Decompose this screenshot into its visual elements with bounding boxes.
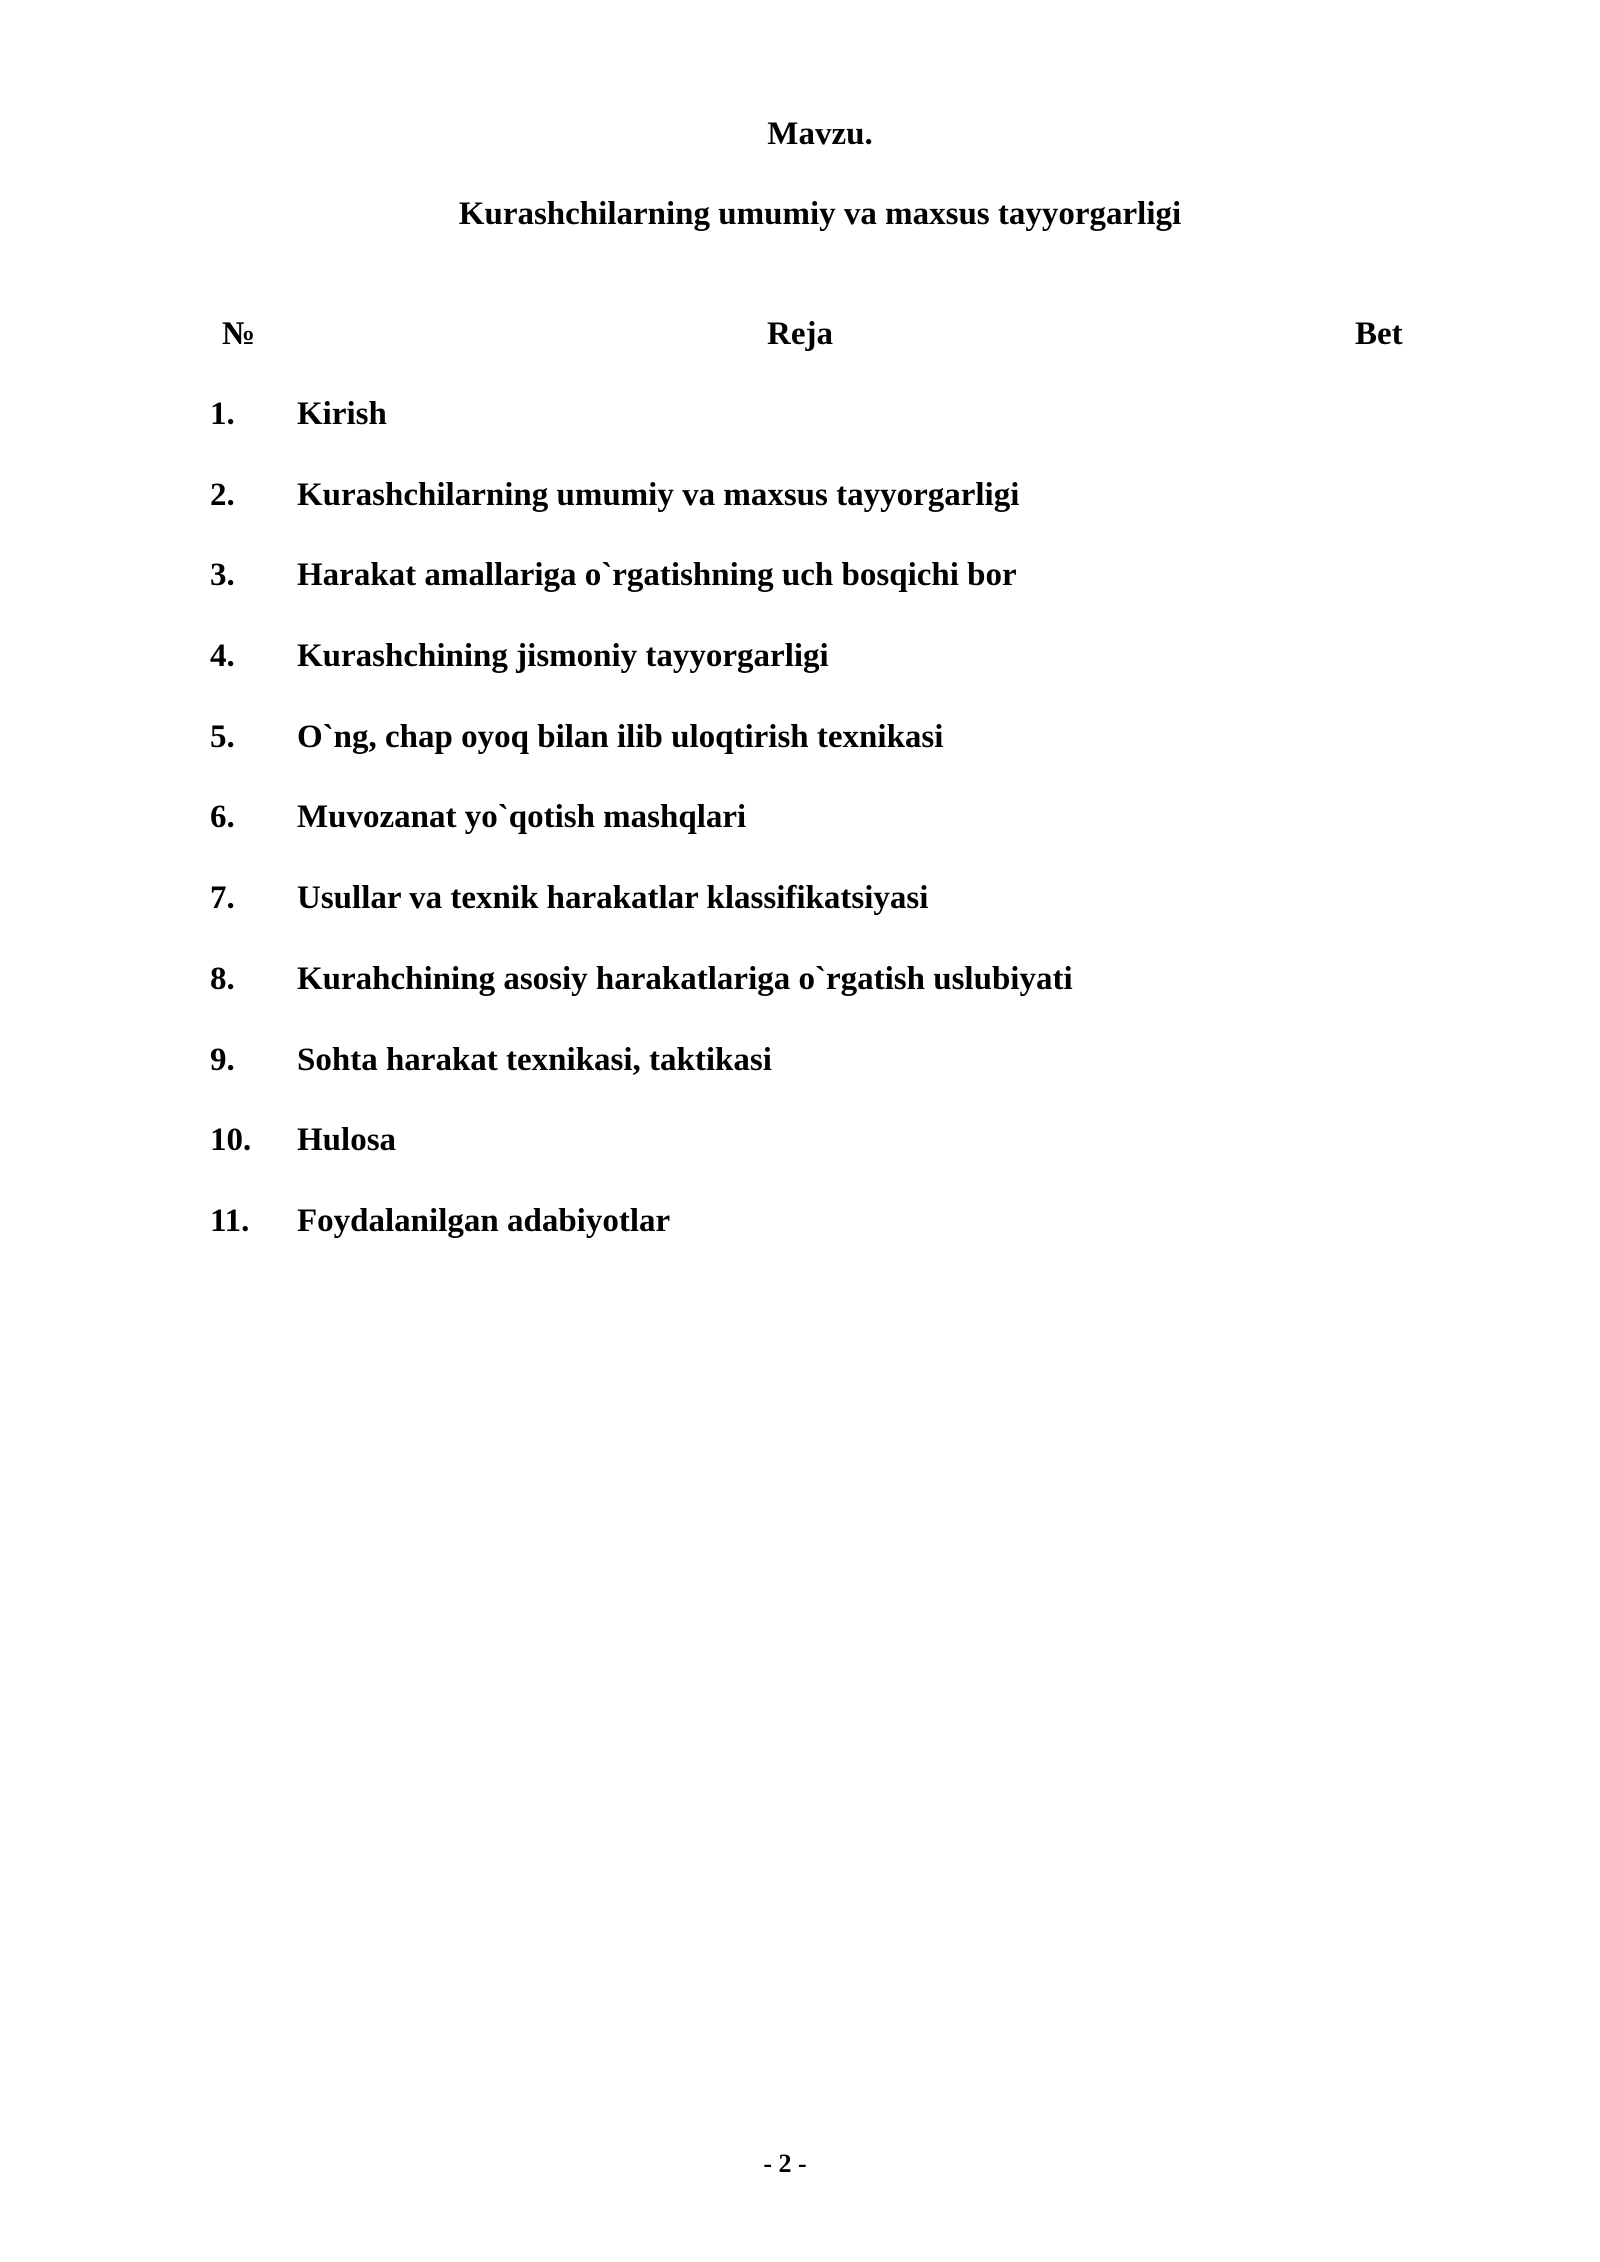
plan-item [0,959,1600,1040]
page-number: - 2 - [763,2149,807,2178]
plan-item [0,475,1600,556]
plan-item-number: 10. [210,1122,252,1159]
plan-item-number: 1. [210,396,235,432]
plan-item-text: O`ng, chap oyoq bilan ilib uloqtirish texnikasi [297,718,944,755]
plan-item [0,394,1600,475]
plan-header-row [0,314,1600,354]
plan-item-text: Sohta harakat texnikasi, taktikasi [297,1041,772,1078]
plan-list [0,394,1600,1282]
plan-table [0,314,1600,1239]
plan-item-text: Foydalanilgan adabiyotlar [297,1202,671,1239]
plan-item-number: 4. [210,638,235,675]
plan-item-text: Harakat amallariga o`rgatishning uch bosqichi bor [297,557,1017,594]
plan-item-number: 8. [210,960,235,997]
plan-item-number: 9. [210,1041,235,1078]
plan-item-number: 7. [210,880,235,917]
plan-item [0,878,1600,959]
topic-title: Kurashchilarning umumiy va maxsus tayyorgarligi [458,196,1182,232]
plan-item [0,1040,1600,1121]
plan-item-text: Kurashchining jismoniy tayyorgarligi [297,638,829,675]
plan-item [0,1120,1600,1201]
header-page: Bet [1355,316,1403,352]
plan-item-number: 11. [210,1202,250,1239]
header-plan: Reja [767,316,833,352]
plan-item-text: Kurashchilarning umumiy va maxsus tayyorgarligi [297,476,1020,513]
plan-item-text: Kurahchining asosiy harakatlariga o`rgatish uslubiyati [297,960,1073,997]
plan-item-text: Muvozanat yo`qotish mashqlari [297,799,747,836]
plan-item [0,797,1600,878]
plan-item [0,636,1600,717]
plan-item-text: Kirish [297,396,387,432]
plan-item-number: 5. [210,718,235,755]
plan-item-number: 3. [210,557,235,594]
header-number: № [222,316,256,352]
plan-item-number: 2. [210,476,235,513]
plan-item [0,555,1600,636]
plan-item-text: Hulosa [297,1122,397,1159]
plan-item [0,1201,1600,1282]
topic-label: Mavzu. [767,116,873,152]
plan-item [0,717,1600,798]
plan-item-number: 6. [210,799,235,836]
plan-item-text: Usullar va texnik harakatlar klassifikatsiyasi [297,880,929,917]
